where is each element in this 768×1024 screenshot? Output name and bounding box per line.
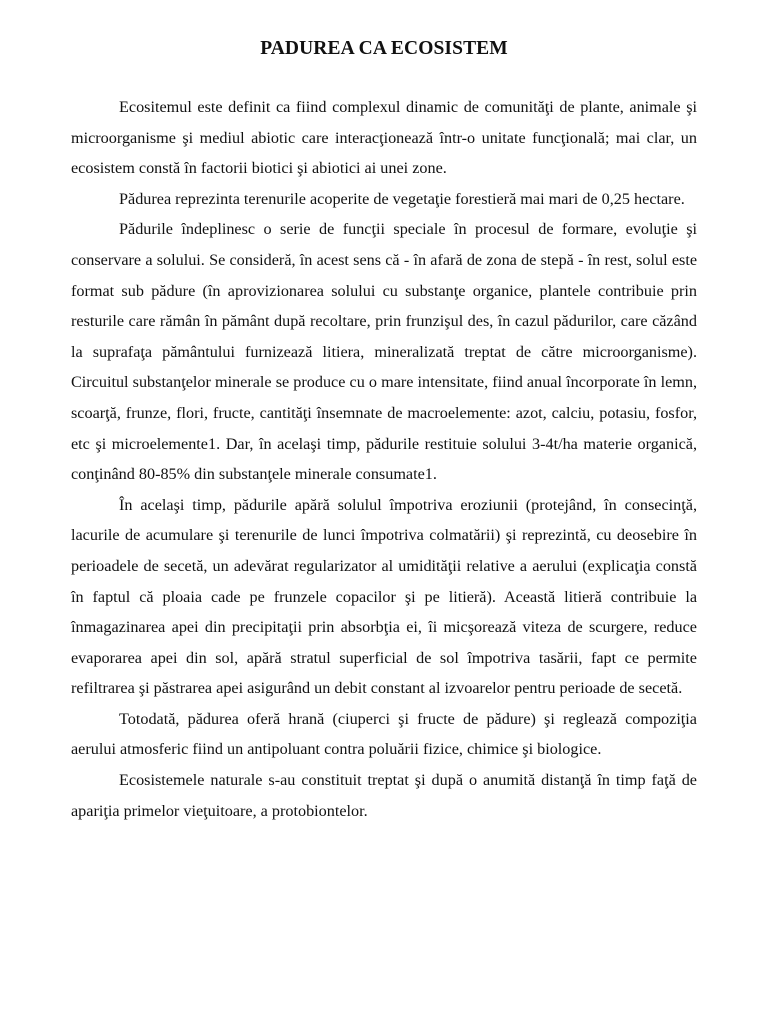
page-title: PADUREA CA ECOSISTEM — [260, 38, 508, 59]
paragraph-soil-functions: Pădurile îndeplinesc o serie de funcţii speciale în procesul de formare, evoluţie şi conservare a solului. Se consideră, în acest sens că - în afară de zona de stepă - în rest, solul este format sub pădure (în aprovizionarea solului cu substanţe organice, plantele contribuie prin resturile care rămân în pământ după recoltare, prin frunzişul des, în cazul pădurilor, care căzând la suprafaţa pământului furnizează litiera, mineralizată treptat de către microorganisme). Circuitul substanţelor minerale se produce cu o mare intensitate, fiind anual încorporate în lemn, scoarţă, frunze, flori, fructe, cantităţi însemnate de macroelemente: azot, calciu, potasiu, fosfor, etc şi microelemente1. Dar, în acelaşi timp, pădurile restituie solului 3-4t/ha materie organică, conţinând 80-85% din substanţele minerale consumate1. — [71, 220, 697, 484]
paragraph-forest-area: Pădurea reprezinta terenurile acoperite de vegetaţie forestieră mai mari de 0,25 hectare. — [119, 189, 685, 208]
paragraph-erosion-protection: În acelaşi timp, pădurile apără solulul împotriva eroziunii (protejând, în consecinţă, lacurile de acumulare şi terenurile de lunci împotriva colmatării) şi reprezintă, cu deosebire în perioadele de secetă, un adevărat regularizator al umidităţii relative a aerului (explicaţia constă în faptul că ploaia cade pe frunzele copacilor şi pe litieră). Această litieră contribuie la înmagazinarea apei din precipitaţii prin absorbţia ei, îi micşorează viteza de scurgere, reduce evaporarea apei din sol, apără stratul superficial de sol împotriva tasării, fapt ce permite refiltrarea şi păstrarea apei asigurând un debit constant al izvoarelor pentru perioade de secetă. — [71, 495, 697, 698]
paragraph-definition: Ecositemul este definit ca fiind complexul dinamic de comunităţi de plante, animale şi microorganisme şi mediul abiotic care interacţionează într-o unitate funcţională; mai clar, un ecosistem constă în factorii biotici şi abiotici ai unei zone. — [71, 98, 697, 178]
paragraph-food-air: Totodată, pădurea oferă hrană (ciuperci şi fructe de pădure) şi reglează compoziţia aerului atmosferic fiind un antipoluant contra poluării fizice, chimice şi biologice. — [71, 709, 697, 759]
paragraph-natural-ecosystems: Ecosistemele naturale s-au constituit treptat şi după o anumită distanţă în timp faţă de apariţia primelor vieţuitoare, a protobiontelor. — [71, 771, 697, 820]
